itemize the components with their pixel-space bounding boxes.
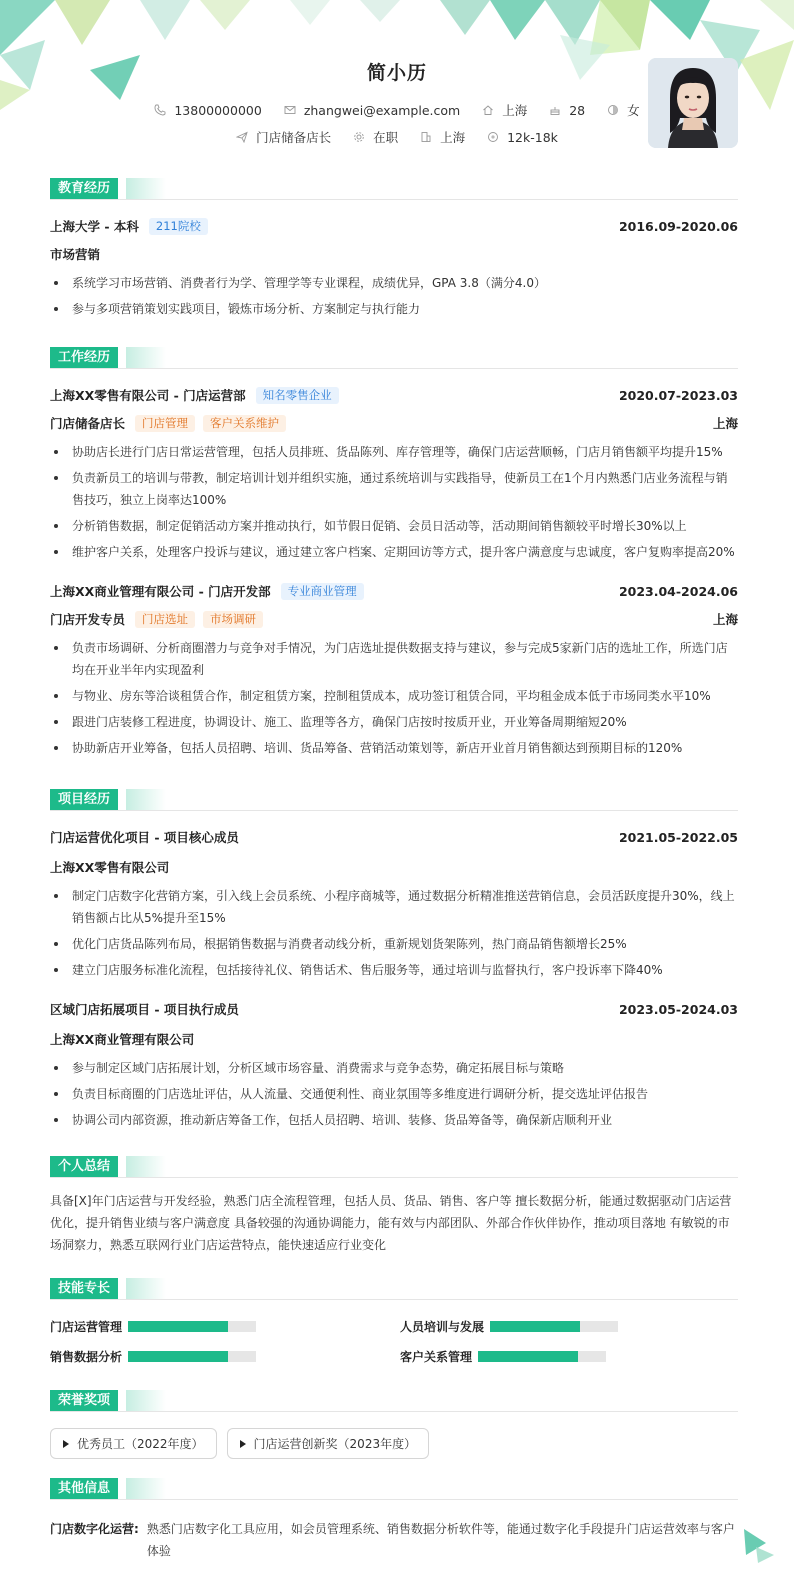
project-entry-head: [50, 997, 738, 1021]
work-header: [50, 347, 738, 369]
work-date: 2020.07-2023.03: [618, 387, 738, 403]
position-item: [236, 128, 331, 146]
role-tag: 门店选址: [135, 611, 195, 628]
skill-name: 人员培训与发展: [400, 1319, 485, 1334]
play-icon: [63, 1440, 69, 1448]
skill-fill: [128, 1321, 228, 1332]
list-item: 优化门店货品陈列布局，根据销售数据与消费者动线分析，重新规划货架陈列，热门商品销售额增长25%: [50, 933, 738, 955]
project-bullets: [50, 1057, 738, 1131]
skill-bar: [490, 1321, 618, 1332]
other-row: [50, 1518, 738, 1562]
project-date: 2021.05-2022.05: [618, 829, 738, 845]
skill-name: 门店运营管理: [50, 1319, 123, 1334]
education-bullets: [50, 272, 738, 320]
summary-text: 具备[X]年门店运营与开发经验，熟悉门店全流程管理，包括人员、货品、销售、客户等 擅长数据分析，能通过数据驱动门店运营优化，提升销售业绩与客户满意度 具备较强的沟通协调能力，能有效与内部团队、外部合作伙伴协作，推动项目落地 有敏锐的市场洞察力，熟悉互联网行业门店运营特点，能快速适应行业变化: [50, 1194, 732, 1252]
list-item: 系统学习市场营销、消费者行为学、管理学等专业课程，成绩优异，GPA 3.8（满分4.0）: [50, 272, 738, 294]
list-item: 维护客户关系，处理客户投诉与建议，通过建立客户档案、定期回访等方式，提升客户满意度与忠诚度，客户复购率提高20%: [50, 541, 738, 563]
work-entry-head: [50, 383, 738, 407]
company-name: 上海XX商业管理有限公司 - 门店开发部: [50, 584, 271, 599]
project-org: 上海XX零售有限公司: [50, 860, 170, 875]
award-item: [227, 1428, 430, 1459]
awards-section: [50, 1390, 738, 1459]
work-bullets: [50, 637, 738, 759]
profile-photo: [648, 58, 738, 148]
projects-header: [50, 789, 738, 811]
school-name: 上海大学 - 本科: [50, 219, 139, 234]
email-icon: [284, 104, 296, 116]
awards-header: [50, 1390, 738, 1412]
work-date: 2023.04-2024.06: [618, 583, 738, 599]
awards-title: 荣誉奖项: [50, 1390, 118, 1411]
projects-title: 项目经历: [50, 789, 118, 810]
work-location: 上海: [712, 416, 738, 431]
skill-fill: [128, 1351, 228, 1362]
resume-header: [0, 0, 794, 170]
list-item: 跟进门店装修工程进度，协调设计、施工、监理等各方，确保门店按时按质开业，开业筹备周期缩短20%: [50, 711, 738, 733]
skills-header: [50, 1278, 738, 1300]
status-text: 在职: [373, 130, 399, 145]
target-city-text: 上海: [440, 130, 466, 145]
other-title: 其他信息: [50, 1478, 118, 1499]
age-text: 28: [569, 102, 586, 118]
work-title: 工作经历: [50, 347, 118, 368]
phone-item: [154, 101, 261, 119]
role-tag: 门店管理: [135, 415, 195, 432]
education-section: [50, 178, 738, 320]
list-item: 负责市场调研、分析商圈潜力与竞争对手情况，为门店选址提供数据支持与建议，参与完成5家新门店的选址工作，所选门店均在开业半年内实现盈利: [50, 637, 738, 681]
work-bullets: [50, 441, 738, 563]
company-name: 上海XX零售有限公司 - 门店运营部: [50, 388, 246, 403]
title-fade: [126, 789, 166, 810]
major-row: [50, 242, 738, 266]
title-fade: [126, 1278, 166, 1299]
list-item: 分析销售数据，制定促销活动方案并推动执行，如节假日促销、会员日活动等，活动期间销售额较平时增长30%以上: [50, 515, 738, 537]
list-item: 与物业、房东等洽谈租赁合作，制定租赁方案，控制租赁成本，成功签订租赁合同，平均租金成本低于市场同类水平10%: [50, 685, 738, 707]
skills-title: 技能专长: [50, 1278, 118, 1299]
other-header: [50, 1478, 738, 1500]
gender-item: [607, 101, 640, 119]
education-date: 2016.09-2020.06: [618, 218, 738, 234]
avatar-portrait: [648, 58, 738, 148]
project-org-row: [50, 855, 738, 879]
title-fade: [126, 347, 166, 368]
skill-name: 客户关系管理: [400, 1349, 473, 1364]
project-org-row: [50, 1027, 738, 1051]
title-fade: [126, 1156, 166, 1177]
list-item: 协助新店开业筹备，包括人员招聘、培训、货品筹备、营销活动策划等，新店开业首月销售额达到预期目标的120%: [50, 737, 738, 759]
status-item: [353, 128, 398, 146]
skill-bar: [128, 1351, 256, 1362]
list-item: 参与多项营销策划实践项目，锻炼市场分析、方案制定与执行能力: [50, 298, 738, 320]
gender-text: 女: [627, 103, 640, 118]
award-item: [50, 1428, 217, 1459]
award-label: 优秀员工（2022年度）: [77, 1437, 204, 1451]
education-header: [50, 178, 738, 200]
education-title: 教育经历: [50, 178, 118, 199]
skill-item: [50, 1316, 400, 1336]
other-section: [50, 1478, 738, 1562]
candidate-name: 简小历: [366, 62, 427, 84]
gender-icon: [607, 104, 619, 116]
other-label: 门店数字化运营:: [50, 1522, 139, 1536]
city-text: 上海: [502, 103, 528, 118]
target-city-item: [420, 128, 465, 146]
skill-item: [50, 1346, 400, 1366]
building-icon: [420, 131, 432, 143]
coin-icon: [487, 131, 499, 143]
project-entry-head: [50, 825, 738, 849]
role-tag: 客户关系维护: [203, 415, 286, 432]
project-date: 2023.05-2024.03: [618, 1001, 738, 1017]
summary-header: [50, 1156, 738, 1178]
gear-icon: [353, 131, 365, 143]
work-section: [50, 347, 738, 759]
education-entry-head: [50, 214, 738, 238]
skill-bar: [478, 1351, 606, 1362]
school-tag: 211院校: [149, 218, 208, 235]
project-name: 门店运营优化项目 - 项目核心成员: [50, 830, 239, 845]
role-row: [50, 411, 738, 435]
skill-item: [400, 1346, 738, 1366]
email-item: [284, 101, 460, 119]
home-icon: [482, 104, 494, 116]
role-tag: 市场调研: [203, 611, 263, 628]
play-icon: [240, 1440, 246, 1448]
company-tag: 专业商业管理: [281, 583, 364, 600]
list-item: 建立门店服务标准化流程，包括接待礼仪、销售话术、售后服务等，通过培训与监督执行，客户投诉率下降40%: [50, 959, 738, 981]
skills-grid: [50, 1316, 738, 1366]
major-name: 市场营销: [50, 247, 101, 262]
list-item: 制定门店数字化营销方案，引入线上会员系统、小程序商城等，通过数据分析精准推送营销信息，会员活跃度提升30%，线上销售额占比从5%提升至15%: [50, 885, 738, 929]
skills-section: [50, 1278, 738, 1366]
skill-fill: [478, 1351, 578, 1362]
list-item: 参与制定区域门店拓展计划，分析区域市场容量、消费需求与竞争态势，确定拓展目标与策略: [50, 1057, 738, 1079]
projects-section: [50, 789, 738, 1131]
skill-fill: [490, 1321, 580, 1332]
other-text: 熟悉门店数字化工具应用，如会员管理系统、销售数据分析软件等，能通过数字化手段提升门店运营效率与客户体验: [146, 1522, 735, 1558]
list-item: 协调公司内部资源，推动新店筹备工作，包括人员招聘、培训、装修、货品筹备等，确保新店顺利开业: [50, 1109, 738, 1131]
summary-title: 个人总结: [50, 1156, 118, 1177]
title-fade: [126, 1390, 166, 1411]
list-item: 协助店长进行门店日常运营管理，包括人员排班、货品陈列、库存管理等，确保门店运营顺畅，门店月销售额平均提升15%: [50, 441, 738, 463]
award-label: 门店运营创新奖（2023年度）: [253, 1437, 417, 1451]
salary-text: 12k-18k: [507, 129, 558, 145]
title-fade: [126, 178, 166, 199]
email-text: zhangwei@example.com: [303, 102, 461, 118]
skill-name: 销售数据分析: [50, 1349, 123, 1364]
title-fade: [126, 1478, 166, 1499]
salary-item: [487, 128, 558, 146]
work-entry-head: [50, 579, 738, 603]
role-name: 门店开发专员: [50, 612, 126, 627]
project-name: 区域门店拓展项目 - 项目执行成员: [50, 1002, 239, 1017]
cake-icon: [549, 104, 561, 116]
list-item: 负责新员工的培训与带教，制定培训计划并组织实施，通过系统培训与实践指导，使新员工在1个月内熟悉门店业务流程与销售技巧，独立上岗率达100%: [50, 467, 738, 511]
role-name: 门店储备店长: [50, 416, 126, 431]
company-tag: 知名零售企业: [256, 387, 339, 404]
awards-list: [50, 1428, 738, 1459]
project-org: 上海XX商业管理有限公司: [50, 1032, 195, 1047]
city-item: [482, 101, 527, 119]
position-text: 门店储备店长: [256, 130, 332, 145]
summary-section: [50, 1156, 738, 1256]
skill-bar: [128, 1321, 256, 1332]
skill-item: [400, 1316, 738, 1336]
list-item: 负责目标商圈的门店选址评估，从人流量、交通便利性、商业氛围等多维度进行调研分析，提交选址评估报告: [50, 1083, 738, 1105]
project-bullets: [50, 885, 738, 981]
work-location: 上海: [712, 612, 738, 627]
role-row: [50, 607, 738, 631]
age-item: [549, 101, 585, 119]
phone-text: 13800000000: [174, 102, 262, 118]
corner-decoration: [736, 1525, 776, 1565]
send-icon: [236, 131, 248, 143]
phone-icon: [154, 104, 166, 116]
